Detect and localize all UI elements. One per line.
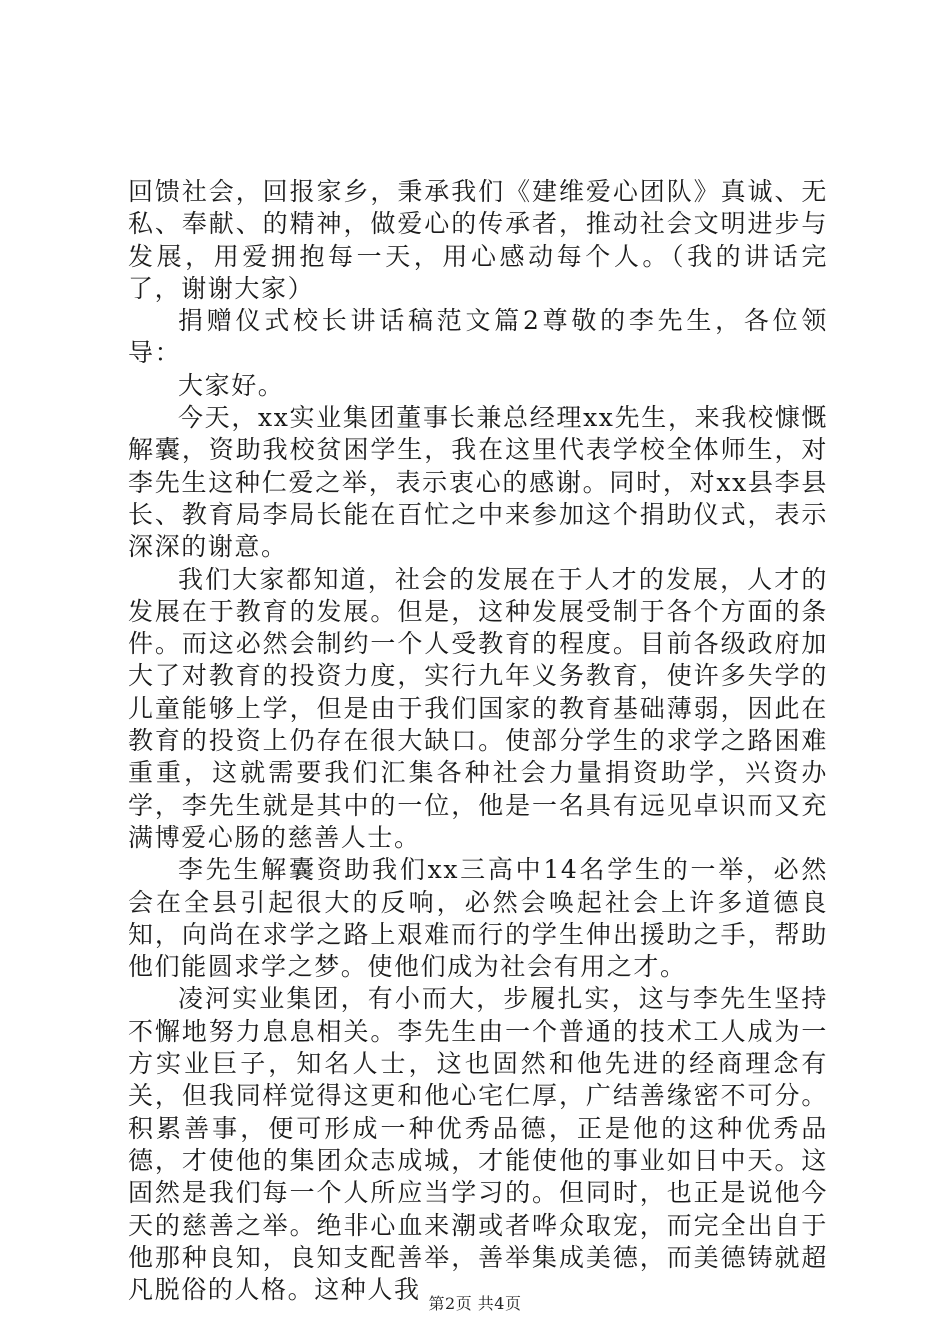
paragraph-impact: 李先生解囊资助我们xx三高中14名学生的一举，必然会在全县引起很大的反响，必然会唤起社会上许多道德良知，向尚在求学之路上艰难而行的学生伸出援助之手，帮助他们能圆求学之梦。使他们成为社会有用之才。 [128,855,828,982]
paragraph-continuation: 回馈社会，回报家乡，秉承我们《建维爱心团队》真诚、无私、奉献、的精神，做爱心的传承者，推动社会文明进步与发展，用爱拥抱每一天，用心感动每个人。（我的讲话完了，谢谢大家） [128,177,828,303]
body-text [128,176,828,1306]
paragraph-greeting: 大家好。 [178,370,285,400]
paragraph-education: 我们大家都知道，社会的发展在于人才的发展，人才的发展在于教育的发展。但是，这种发展受制于各个方面的条件。而这必然会制约一个人受教育的程度。目前各级政府加大了对教育的投资力度，实行九年义务教育，使许多失学的儿童能够上学，但是由于我们国家的教育基础薄弱，因此在教育的投资上仍存在很大缺口。使部分学生的求学之路困难重重，这就需要我们汇集各种社会力量捐资助学，兴资办学，李先生就是其中的一位，他是一名具有远见卓识而又充满博爱心肠的慈善人士。 [128,564,828,852]
paragraph-speech-title: 捐赠仪式校长讲话稿范文篇2尊敬的李先生，各位领导： [128,306,828,368]
paragraph-thanks: 今天，xx实业集团董事长兼总经理xx先生，来我校慷慨解囊，资助我校贫困学生，我在这里代表学校全体师生，对李先生这种仁爱之举，表示衷心的感谢。同时，对xx县李县长、教育局李局长能在百忙之中来参加这个捐助仪式，表示深深的谢意。 [128,403,828,562]
paragraph-group: 凌河实业集团，有小而大，步履扎实，这与李先生坚持不懈地努力息息相关。李先生由一个普通的技术工人成为一方实业巨子，知名人士，这也固然和他先进的经商理念有关，但我同样觉得这更和他心宅仁厚，广结善缘密不可分。积累善事，便可形成一种优秀品德，正是他的这种优秀品德，才使他的集团众志成城，才能使他的事业如日中天。这固然是我们每一个人所应当学习的。但同时，也正是说他今天的慈善之举。绝非心血来潮或者哗众取宠，而完全出自于他那种良知，良知支配善举，善举集成美德，而美德铸就超凡脱俗的人格。这种人我 [128,984,828,1305]
page-footer: 第2页 共4页 [428,1294,522,1313]
